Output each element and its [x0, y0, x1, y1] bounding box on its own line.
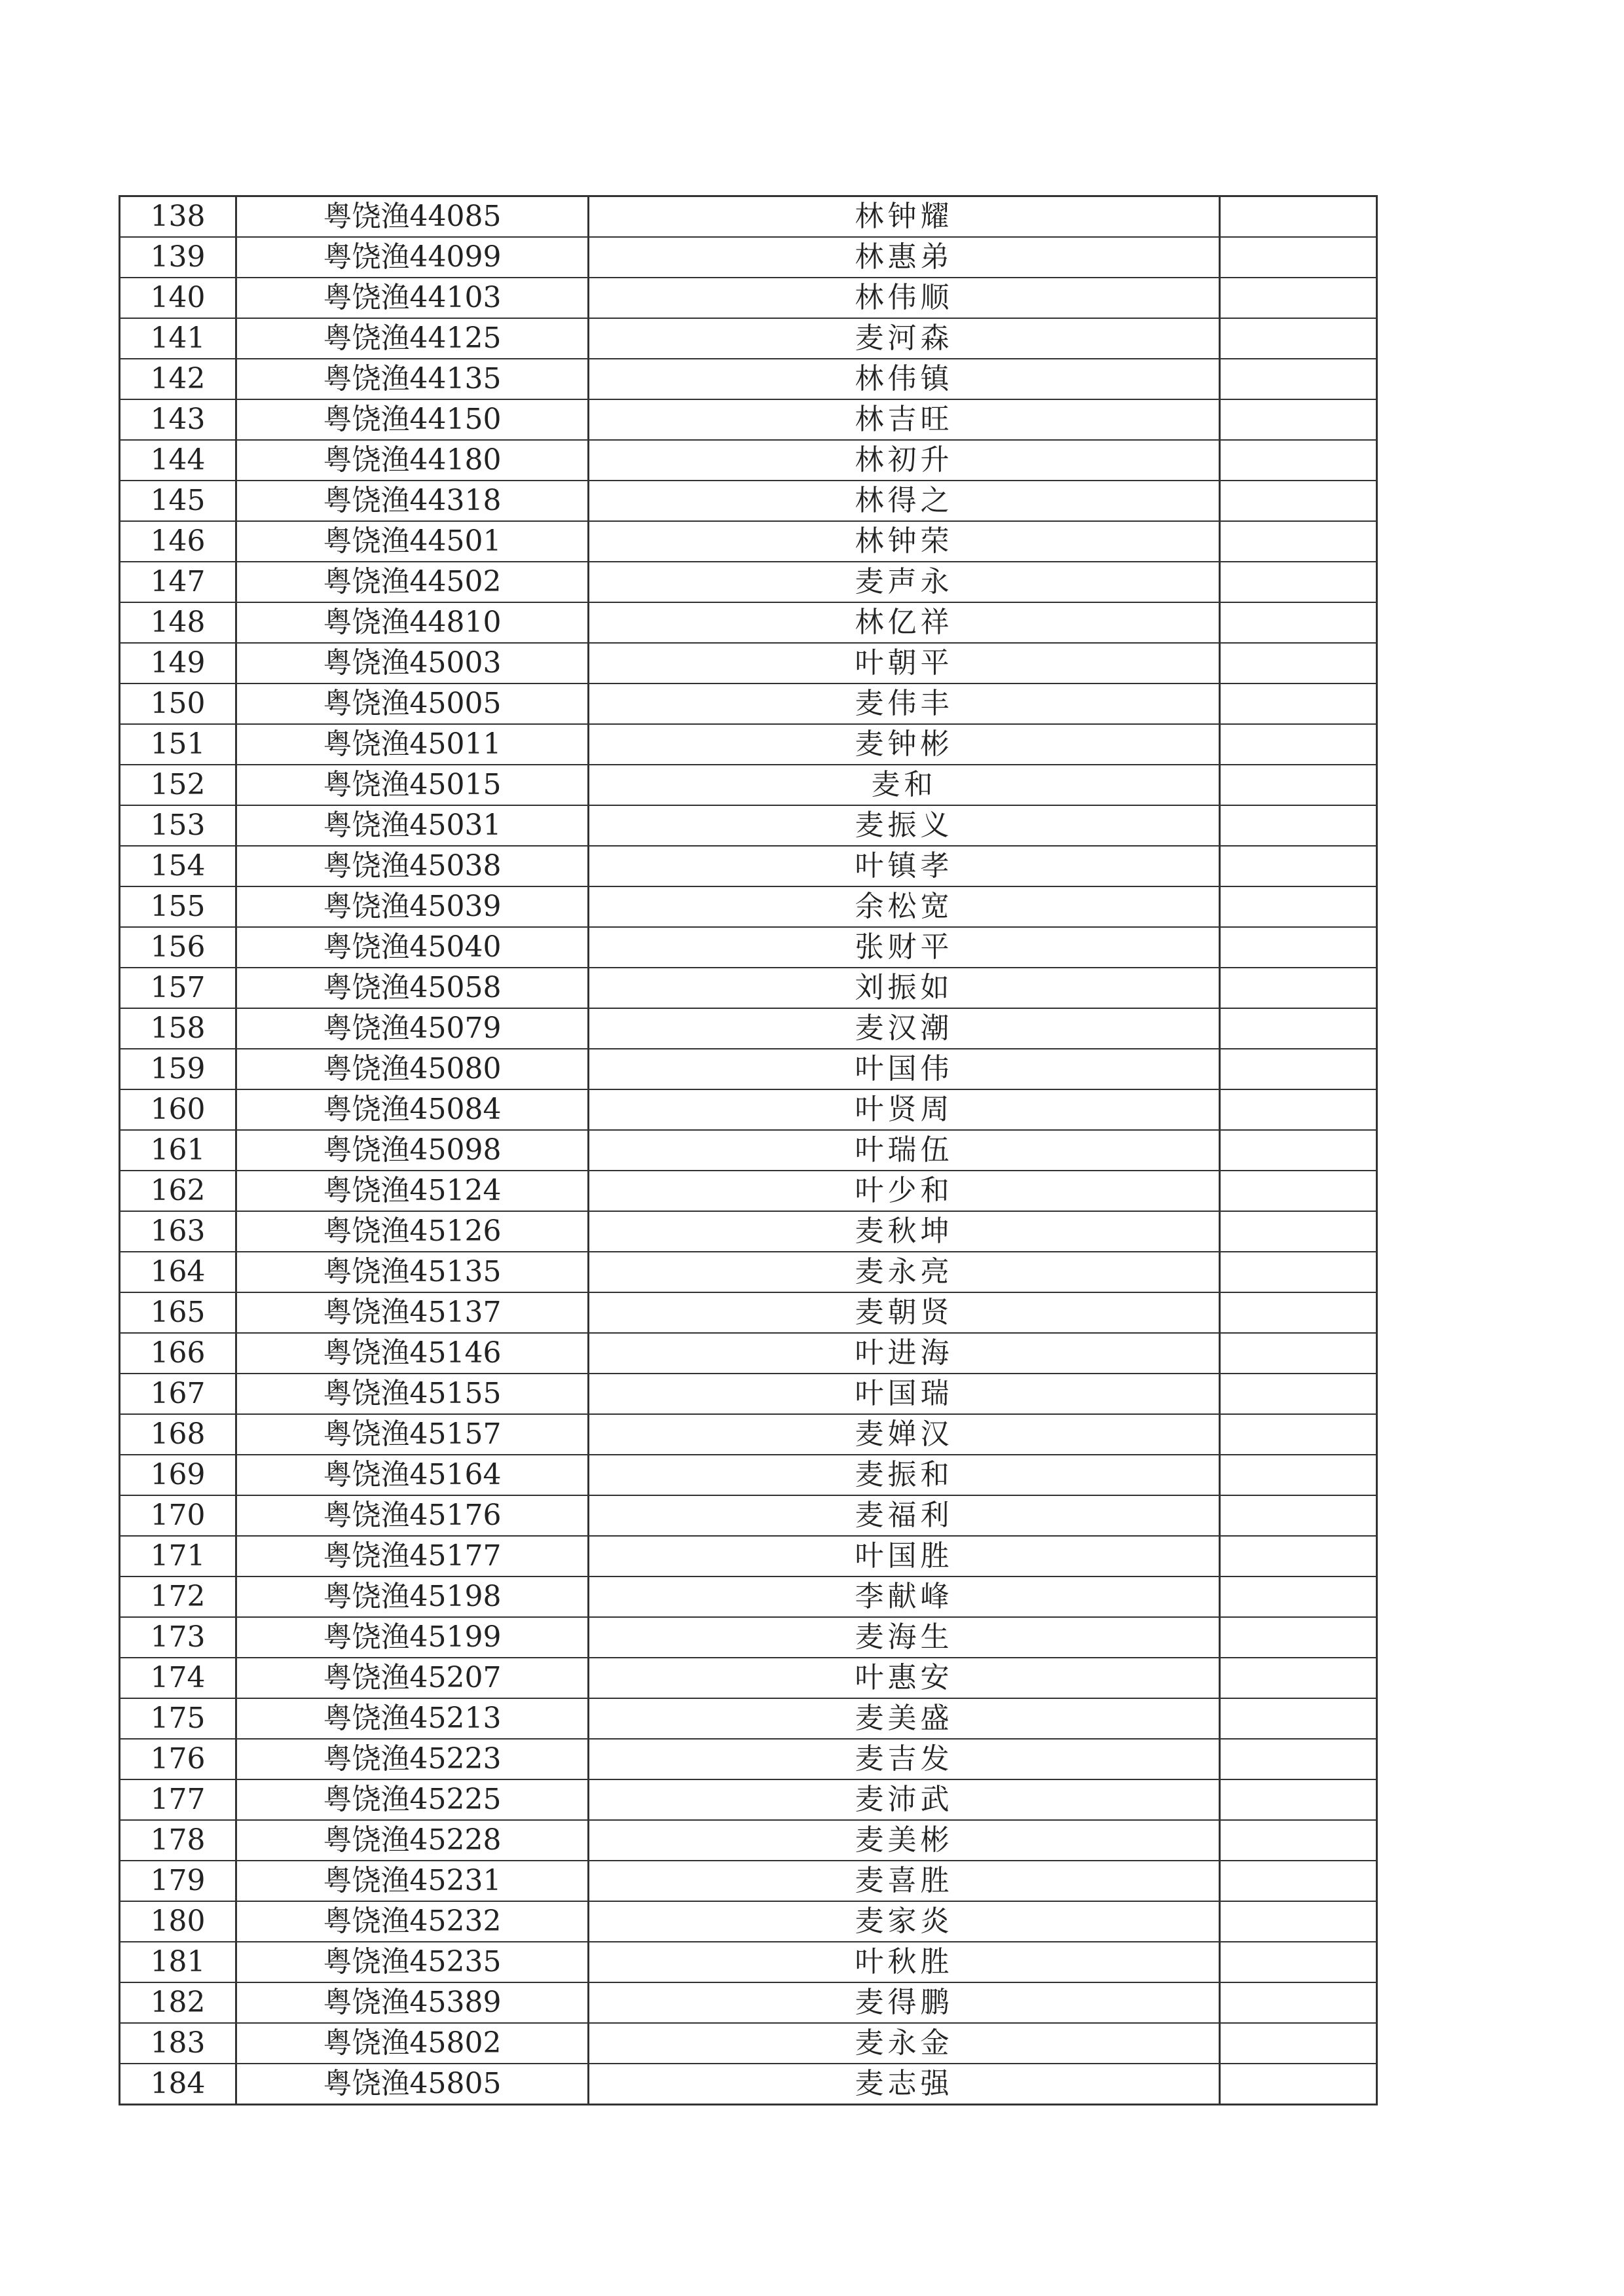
remarks-cell: [1220, 1374, 1377, 1414]
vessel-number: 粤饶渔45098: [236, 1130, 589, 1171]
remarks-cell: [1220, 1658, 1377, 1698]
remarks-cell: [1220, 481, 1377, 521]
remarks-cell: [1220, 1333, 1377, 1374]
remarks-cell: [1220, 318, 1377, 359]
table-row: [120, 1089, 1377, 1130]
vessel-number: 粤饶渔45232: [236, 1901, 589, 1942]
table-row: [120, 1536, 1377, 1576]
remarks-cell: [1220, 1008, 1377, 1049]
vessel-number: 粤饶渔45039: [236, 886, 589, 927]
vessel-number: 粤饶渔44085: [236, 196, 589, 238]
owner-name: 麦美彬: [589, 1820, 1220, 1861]
owner-name: 叶瑞伍: [589, 1130, 1220, 1171]
owner-name: 刘振如: [589, 968, 1220, 1008]
row-number: 147: [120, 562, 236, 602]
remarks-cell: [1220, 1942, 1377, 1982]
table-row: [120, 318, 1377, 359]
owner-name: 余松宽: [589, 886, 1220, 927]
vessel-number: 粤饶渔45176: [236, 1495, 589, 1536]
table-row: [120, 805, 1377, 846]
table-row: [120, 1211, 1377, 1252]
vessel-number: 粤饶渔45003: [236, 643, 589, 683]
remarks-cell: [1220, 2023, 1377, 2064]
remarks-cell: [1220, 1861, 1377, 1901]
vessel-number: 粤饶渔45235: [236, 1942, 589, 1982]
remarks-cell: [1220, 521, 1377, 562]
row-number: 167: [120, 1374, 236, 1414]
row-number: 164: [120, 1252, 236, 1292]
remarks-cell: [1220, 196, 1377, 238]
owner-name: 林吉旺: [589, 399, 1220, 440]
remarks-cell: [1220, 1576, 1377, 1617]
row-number: 176: [120, 1739, 236, 1779]
owner-name: 麦福利: [589, 1495, 1220, 1536]
owner-name: 麦河森: [589, 318, 1220, 359]
owner-name: 李献峰: [589, 1576, 1220, 1617]
owner-name: 林钟耀: [589, 196, 1220, 238]
owner-name: 麦吉发: [589, 1739, 1220, 1779]
vessel-number: 粤饶渔45135: [236, 1252, 589, 1292]
vessel-number: 粤饶渔45031: [236, 805, 589, 846]
owner-name: 林初升: [589, 440, 1220, 481]
row-number: 181: [120, 1942, 236, 1982]
row-number: 158: [120, 1008, 236, 1049]
table-row: [120, 1252, 1377, 1292]
remarks-cell: [1220, 846, 1377, 886]
remarks-cell: [1220, 1495, 1377, 1536]
vessel-number: 粤饶渔45040: [236, 927, 589, 968]
remarks-cell: [1220, 1617, 1377, 1658]
owner-name: 叶惠安: [589, 1658, 1220, 1698]
table-row: [120, 765, 1377, 805]
row-number: 165: [120, 1292, 236, 1333]
table-row: [120, 2064, 1377, 2105]
vessel-number: 粤饶渔45213: [236, 1698, 589, 1739]
table-row: [120, 1617, 1377, 1658]
vessel-number: 粤饶渔45038: [236, 846, 589, 886]
table-row: [120, 1982, 1377, 2023]
owner-name: 叶少和: [589, 1171, 1220, 1211]
owner-name: 叶进海: [589, 1333, 1220, 1374]
remarks-cell: [1220, 562, 1377, 602]
owner-name: 林亿祥: [589, 602, 1220, 643]
owner-name: 叶国胜: [589, 1536, 1220, 1576]
row-number: 182: [120, 1982, 236, 2023]
owner-name: 麦婵汉: [589, 1414, 1220, 1455]
table-row: [120, 562, 1377, 602]
remarks-cell: [1220, 278, 1377, 318]
vessel-number: 粤饶渔44099: [236, 237, 589, 278]
table-row: [120, 1414, 1377, 1455]
vessel-number: 粤饶渔45126: [236, 1211, 589, 1252]
vessel-number: 粤饶渔45198: [236, 1576, 589, 1617]
owner-name: 麦声永: [589, 562, 1220, 602]
owner-name: 麦钟彬: [589, 724, 1220, 765]
vessel-number: 粤饶渔44103: [236, 278, 589, 318]
owner-name: 麦永金: [589, 2023, 1220, 2064]
owner-name: 林得之: [589, 481, 1220, 521]
table-row: [120, 886, 1377, 927]
owner-name: 叶国瑞: [589, 1374, 1220, 1414]
remarks-cell: [1220, 1171, 1377, 1211]
row-number: 139: [120, 237, 236, 278]
vessel-number: 粤饶渔45177: [236, 1536, 589, 1576]
remarks-cell: [1220, 1901, 1377, 1942]
row-number: 155: [120, 886, 236, 927]
vessel-number: 粤饶渔45011: [236, 724, 589, 765]
table-row: [120, 521, 1377, 562]
row-number: 178: [120, 1820, 236, 1861]
owner-name: 麦和: [589, 765, 1220, 805]
vessel-number: 粤饶渔45080: [236, 1049, 589, 1089]
table-row: [120, 1171, 1377, 1211]
table-row: [120, 1374, 1377, 1414]
remarks-cell: [1220, 683, 1377, 724]
vessel-number: 粤饶渔45199: [236, 1617, 589, 1658]
table-row: [120, 1658, 1377, 1698]
owner-name: 叶朝平: [589, 643, 1220, 683]
row-number: 146: [120, 521, 236, 562]
remarks-cell: [1220, 1414, 1377, 1455]
table-row: [120, 1698, 1377, 1739]
table-row: [120, 1820, 1377, 1861]
row-number: 170: [120, 1495, 236, 1536]
row-number: 138: [120, 196, 236, 238]
remarks-cell: [1220, 1739, 1377, 1779]
owner-name: 林伟镇: [589, 359, 1220, 399]
row-number: 169: [120, 1455, 236, 1495]
owner-name: 张财平: [589, 927, 1220, 968]
owner-name: 麦沛武: [589, 1779, 1220, 1820]
vessel-number: 粤饶渔45084: [236, 1089, 589, 1130]
remarks-cell: [1220, 2064, 1377, 2105]
remarks-cell: [1220, 968, 1377, 1008]
row-number: 160: [120, 1089, 236, 1130]
table-row: [120, 1333, 1377, 1374]
owner-name: 麦振和: [589, 1455, 1220, 1495]
vessel-number: 粤饶渔45058: [236, 968, 589, 1008]
owner-name: 麦海生: [589, 1617, 1220, 1658]
row-number: 153: [120, 805, 236, 846]
remarks-cell: [1220, 1455, 1377, 1495]
vessel-number: 粤饶渔45389: [236, 1982, 589, 2023]
table-row: [120, 278, 1377, 318]
owner-name: 麦得鹏: [589, 1982, 1220, 2023]
table-row: [120, 1008, 1377, 1049]
owner-name: 叶贤周: [589, 1089, 1220, 1130]
table-row: [120, 1495, 1377, 1536]
owner-name: 麦喜胜: [589, 1861, 1220, 1901]
owner-name: 麦朝贤: [589, 1292, 1220, 1333]
table-body: [120, 196, 1377, 2105]
table-row: [120, 196, 1377, 238]
table-row: [120, 1049, 1377, 1089]
row-number: 143: [120, 399, 236, 440]
row-number: 177: [120, 1779, 236, 1820]
table-row: [120, 1576, 1377, 1617]
table-row: [120, 1739, 1377, 1779]
remarks-cell: [1220, 1982, 1377, 2023]
vessel-number: 粤饶渔44502: [236, 562, 589, 602]
table-row: [120, 1861, 1377, 1901]
owner-name: 麦汉潮: [589, 1008, 1220, 1049]
owner-name: 麦家炎: [589, 1901, 1220, 1942]
vessel-number: 粤饶渔45005: [236, 683, 589, 724]
vessel-number: 粤饶渔44501: [236, 521, 589, 562]
remarks-cell: [1220, 359, 1377, 399]
vessel-number: 粤饶渔45157: [236, 1414, 589, 1455]
remarks-cell: [1220, 927, 1377, 968]
table-row: [120, 968, 1377, 1008]
row-number: 183: [120, 2023, 236, 2064]
row-number: 159: [120, 1049, 236, 1089]
table-row: [120, 643, 1377, 683]
owner-name: 林钟荣: [589, 521, 1220, 562]
row-number: 179: [120, 1861, 236, 1901]
owner-name: 麦秋坤: [589, 1211, 1220, 1252]
vessel-number: 粤饶渔45805: [236, 2064, 589, 2105]
owner-name: 麦永亮: [589, 1252, 1220, 1292]
table-row: [120, 1292, 1377, 1333]
table-row: [120, 1942, 1377, 1982]
row-number: 144: [120, 440, 236, 481]
table-row: [120, 1130, 1377, 1171]
table-row: [120, 846, 1377, 886]
owner-name: 麦振义: [589, 805, 1220, 846]
vessel-number: 粤饶渔45231: [236, 1861, 589, 1901]
table-row: [120, 1779, 1377, 1820]
remarks-cell: [1220, 1292, 1377, 1333]
vessel-number: 粤饶渔44135: [236, 359, 589, 399]
row-number: 145: [120, 481, 236, 521]
vessel-number: 粤饶渔44125: [236, 318, 589, 359]
vessel-number: 粤饶渔45015: [236, 765, 589, 805]
row-number: 175: [120, 1698, 236, 1739]
row-number: 161: [120, 1130, 236, 1171]
owner-name: 叶镇孝: [589, 846, 1220, 886]
owner-name: 叶秋胜: [589, 1942, 1220, 1982]
owner-name: 麦美盛: [589, 1698, 1220, 1739]
owner-name: 叶国伟: [589, 1049, 1220, 1089]
row-number: 140: [120, 278, 236, 318]
vessel-number: 粤饶渔45137: [236, 1292, 589, 1333]
remarks-cell: [1220, 643, 1377, 683]
vessel-number: 粤饶渔45124: [236, 1171, 589, 1211]
table-row: [120, 2023, 1377, 2064]
remarks-cell: [1220, 1698, 1377, 1739]
remarks-cell: [1220, 440, 1377, 481]
vessel-number: 粤饶渔45155: [236, 1374, 589, 1414]
vessel-number: 粤饶渔44810: [236, 602, 589, 643]
row-number: 149: [120, 643, 236, 683]
table-row: [120, 399, 1377, 440]
vessel-number: 粤饶渔45225: [236, 1779, 589, 1820]
remarks-cell: [1220, 1820, 1377, 1861]
table-row: [120, 683, 1377, 724]
row-number: 180: [120, 1901, 236, 1942]
remarks-cell: [1220, 886, 1377, 927]
vessel-number: 粤饶渔44150: [236, 399, 589, 440]
table-row: [120, 602, 1377, 643]
remarks-cell: [1220, 1536, 1377, 1576]
vessel-number: 粤饶渔45223: [236, 1739, 589, 1779]
row-number: 163: [120, 1211, 236, 1252]
vessel-number: 粤饶渔45079: [236, 1008, 589, 1049]
remarks-cell: [1220, 1252, 1377, 1292]
vessel-number: 粤饶渔44318: [236, 481, 589, 521]
row-number: 156: [120, 927, 236, 968]
row-number: 151: [120, 724, 236, 765]
row-number: 166: [120, 1333, 236, 1374]
vessel-number: 粤饶渔45802: [236, 2023, 589, 2064]
remarks-cell: [1220, 1049, 1377, 1089]
vessel-number: 粤饶渔45228: [236, 1820, 589, 1861]
remarks-cell: [1220, 602, 1377, 643]
table-row: [120, 1901, 1377, 1942]
remarks-cell: [1220, 1779, 1377, 1820]
row-number: 184: [120, 2064, 236, 2105]
owner-name: 林伟顺: [589, 278, 1220, 318]
remarks-cell: [1220, 1089, 1377, 1130]
owner-name: 麦伟丰: [589, 683, 1220, 724]
row-number: 154: [120, 846, 236, 886]
row-number: 173: [120, 1617, 236, 1658]
remarks-cell: [1220, 399, 1377, 440]
table-row: [120, 440, 1377, 481]
table-row: [120, 359, 1377, 399]
remarks-cell: [1220, 1211, 1377, 1252]
row-number: 162: [120, 1171, 236, 1211]
row-number: 157: [120, 968, 236, 1008]
row-number: 142: [120, 359, 236, 399]
row-number: 152: [120, 765, 236, 805]
owner-name: 林惠弟: [589, 237, 1220, 278]
row-number: 141: [120, 318, 236, 359]
vessel-number: 粤饶渔45164: [236, 1455, 589, 1495]
vessel-number: 粤饶渔45207: [236, 1658, 589, 1698]
table-row: [120, 1455, 1377, 1495]
remarks-cell: [1220, 237, 1377, 278]
remarks-cell: [1220, 805, 1377, 846]
row-number: 174: [120, 1658, 236, 1698]
remarks-cell: [1220, 1130, 1377, 1171]
remarks-cell: [1220, 765, 1377, 805]
vessel-owner-table: [119, 195, 1378, 2105]
table-row: [120, 724, 1377, 765]
vessel-number: 粤饶渔44180: [236, 440, 589, 481]
table-row: [120, 481, 1377, 521]
owner-name: 麦志强: [589, 2064, 1220, 2105]
table-row: [120, 237, 1377, 278]
row-number: 148: [120, 602, 236, 643]
remarks-cell: [1220, 724, 1377, 765]
row-number: 172: [120, 1576, 236, 1617]
row-number: 171: [120, 1536, 236, 1576]
row-number: 168: [120, 1414, 236, 1455]
vessel-number: 粤饶渔45146: [236, 1333, 589, 1374]
row-number: 150: [120, 683, 236, 724]
table-row: [120, 927, 1377, 968]
